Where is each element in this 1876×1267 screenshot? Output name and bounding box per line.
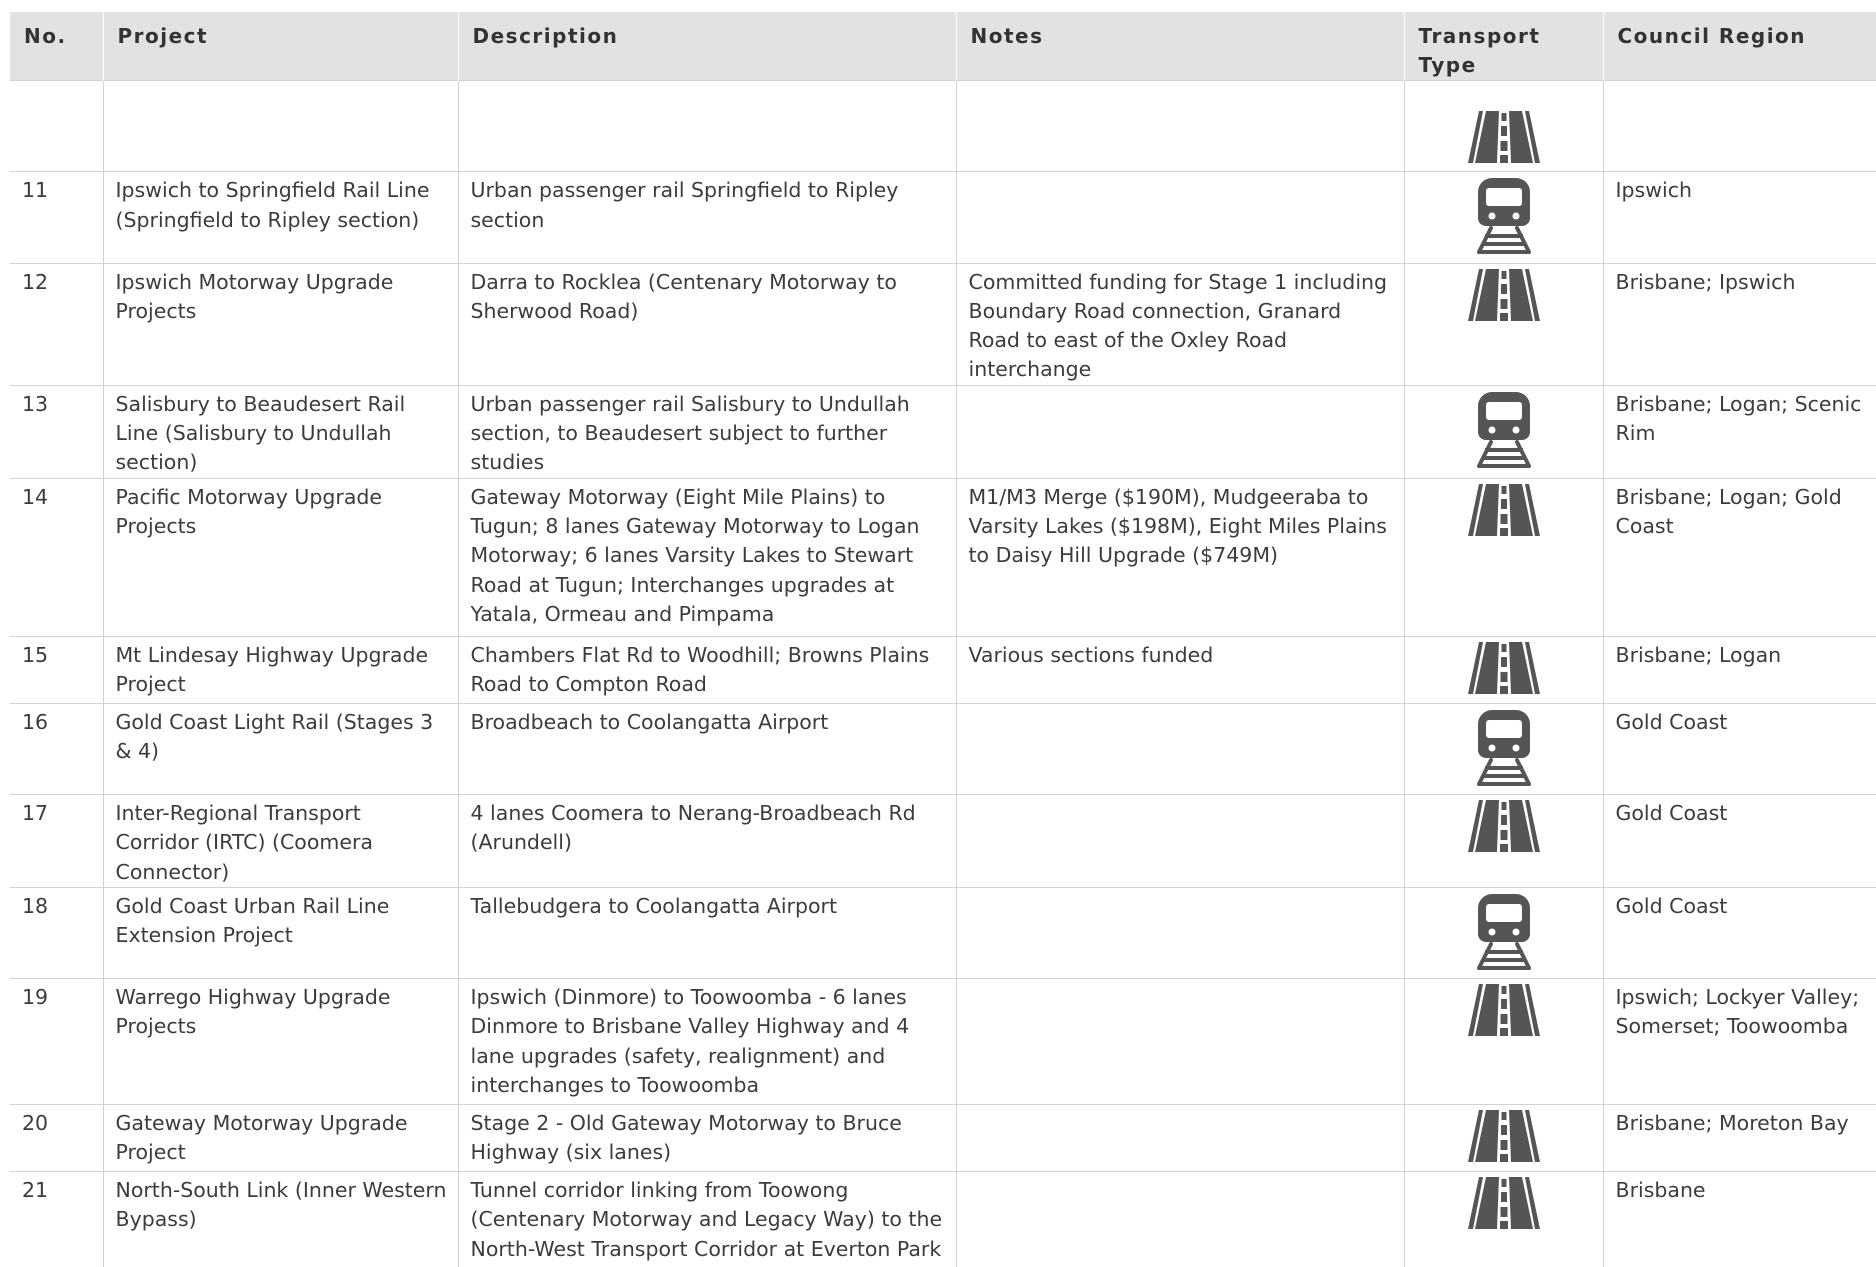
cell-project — [103, 81, 458, 172]
cell-no — [10, 81, 103, 172]
cell-description: Stage 2 - Old Gateway Motorway to Bruce Highway (six lanes) — [458, 1105, 956, 1172]
road-icon — [1468, 479, 1540, 536]
train-icon — [1473, 172, 1535, 254]
cell-project: Gold Coast Light Rail (Stages 3 & 4) — [103, 703, 458, 794]
cell-transport-type — [1404, 1172, 1603, 1267]
cell-council-region: Brisbane; Ipswich — [1603, 263, 1876, 385]
train-icon — [1473, 386, 1535, 468]
cell-no: 18 — [10, 887, 103, 978]
cell-notes: Committed funding for Stage 1 including Boundary Road connection, Granard Road to east of the Oxley Road interchange — [956, 263, 1404, 385]
table-row — [10, 1172, 1876, 1267]
table-row — [10, 263, 1876, 385]
cell-council-region: Brisbane; Moreton Bay — [1603, 1105, 1876, 1172]
cell-no: 15 — [10, 636, 103, 703]
table-row — [10, 172, 1876, 263]
cell-council-region: Gold Coast — [1603, 703, 1876, 794]
cell-notes — [956, 81, 1404, 172]
cell-project: Gateway Motorway Upgrade Project — [103, 1105, 458, 1172]
cell-no: 19 — [10, 979, 103, 1105]
table-row — [10, 1105, 1876, 1172]
cell-transport-type — [1404, 1105, 1603, 1172]
table-row — [10, 703, 1876, 794]
cell-notes — [956, 1172, 1404, 1267]
table-row — [10, 887, 1876, 978]
road-icon — [1468, 1172, 1540, 1229]
cell-project: Salisbury to Beaudesert Rail Line (Salisbury to Undullah section) — [103, 385, 458, 478]
cell-description: Tallebudgera to Coolangatta Airport — [458, 887, 956, 978]
table-row — [10, 81, 1876, 172]
cell-transport-type — [1404, 636, 1603, 703]
cell-council-region: Brisbane — [1603, 1172, 1876, 1267]
projects-table — [10, 12, 1876, 1267]
cell-project: North-South Link (Inner Western Bypass) — [103, 1172, 458, 1267]
cell-notes — [956, 979, 1404, 1105]
cell-description: Darra to Rocklea (Centenary Motorway to Sherwood Road) — [458, 263, 956, 385]
cell-council-region: Brisbane; Logan; Scenic Rim — [1603, 385, 1876, 478]
cell-description: Tunnel corridor linking from Toowong (Centenary Motorway and Legacy Way) to the North-West Transport Corridor at Everton Park — [458, 1172, 956, 1267]
cell-transport-type — [1404, 478, 1603, 636]
cell-council-region: Gold Coast — [1603, 794, 1876, 887]
cell-transport-type — [1404, 887, 1603, 978]
cell-notes — [956, 887, 1404, 978]
cell-project: Inter-Regional Transport Corridor (IRTC) (Coomera Connector) — [103, 794, 458, 887]
cell-transport-type — [1404, 172, 1603, 263]
cell-no: 13 — [10, 385, 103, 478]
cell-no: 17 — [10, 794, 103, 887]
cell-council-region: Ipswich — [1603, 172, 1876, 263]
cell-transport-type — [1404, 385, 1603, 478]
cell-description: Broadbeach to Coolangatta Airport — [458, 703, 956, 794]
cell-notes — [956, 172, 1404, 263]
cell-description: 4 lanes Coomera to Nerang-Broadbeach Rd (Arundell) — [458, 794, 956, 887]
cell-description: Urban passenger rail Springfield to Ripley section — [458, 172, 956, 263]
train-icon — [1473, 888, 1535, 970]
cell-project: Pacific Motorway Upgrade Projects — [103, 478, 458, 636]
cell-description: Ipswich (Dinmore) to Toowoomba - 6 lanes Dinmore to Brisbane Valley Highway and 4 lane upgrades (safety, realignment) and interchanges to Toowoomba — [458, 979, 956, 1105]
train-icon — [1473, 704, 1535, 786]
cell-no: 20 — [10, 1105, 103, 1172]
cell-council-region — [1603, 81, 1876, 172]
cell-no: 21 — [10, 1172, 103, 1267]
cell-no: 16 — [10, 703, 103, 794]
cell-notes — [956, 703, 1404, 794]
cell-council-region: Ipswich; Lockyer Valley; Somerset; Toowoomba — [1603, 979, 1876, 1105]
road-icon — [1468, 979, 1540, 1036]
road-icon — [1468, 1105, 1540, 1162]
cell-transport-type — [1404, 979, 1603, 1105]
cell-transport-type — [1404, 703, 1603, 794]
road-icon — [1468, 264, 1540, 321]
cell-description: Urban passenger rail Salisbury to Undullah section, to Beaudesert subject to further studies — [458, 385, 956, 478]
cell-description — [458, 81, 956, 172]
header-description: Description — [458, 12, 956, 81]
header-transport-type: Transport Type — [1404, 12, 1603, 81]
cell-council-region: Brisbane; Logan; Gold Coast — [1603, 478, 1876, 636]
table-row — [10, 979, 1876, 1105]
cell-project: Gold Coast Urban Rail Line Extension Project — [103, 887, 458, 978]
road-icon — [1468, 637, 1540, 694]
header-no: No. — [10, 12, 103, 81]
cell-transport-type — [1404, 263, 1603, 385]
header-project: Project — [103, 12, 458, 81]
cell-project: Ipswich to Springfield Rail Line (Springfield to Ripley section) — [103, 172, 458, 263]
road-icon — [1468, 795, 1540, 852]
cell-description: Gateway Motorway (Eight Mile Plains) to Tugun; 8 lanes Gateway Motorway to Logan Motorway; 6 lanes Varsity Lakes to Stewart Road at Tugun; Interchanges upgrades at Yatala, Ormeau and Pimpama — [458, 478, 956, 636]
cell-council-region: Brisbane; Logan — [1603, 636, 1876, 703]
cell-notes: M1/M3 Merge ($190M), Mudgeeraba to Varsity Lakes ($198M), Eight Miles Plains to Daisy Hill Upgrade ($749M) — [956, 478, 1404, 636]
header-row — [10, 12, 1876, 81]
cell-project: Warrego Highway Upgrade Projects — [103, 979, 458, 1105]
table-row — [10, 385, 1876, 478]
table-row — [10, 794, 1876, 887]
cell-notes — [956, 385, 1404, 478]
road-icon — [1468, 81, 1540, 163]
cell-project: Mt Lindesay Highway Upgrade Project — [103, 636, 458, 703]
cell-description: Chambers Flat Rd to Woodhill; Browns Plains Road to Compton Road — [458, 636, 956, 703]
cell-council-region: Gold Coast — [1603, 887, 1876, 978]
header-council-region: Council Region — [1603, 12, 1876, 81]
cell-notes — [956, 1105, 1404, 1172]
cell-notes — [956, 794, 1404, 887]
cell-notes: Various sections funded — [956, 636, 1404, 703]
cell-project: Ipswich Motorway Upgrade Projects — [103, 263, 458, 385]
table-row — [10, 478, 1876, 636]
cell-transport-type — [1404, 81, 1603, 172]
cell-transport-type — [1404, 794, 1603, 887]
table-row — [10, 636, 1876, 703]
cell-no: 12 — [10, 263, 103, 385]
header-notes: Notes — [956, 12, 1404, 81]
cell-no: 14 — [10, 478, 103, 636]
cell-no: 11 — [10, 172, 103, 263]
